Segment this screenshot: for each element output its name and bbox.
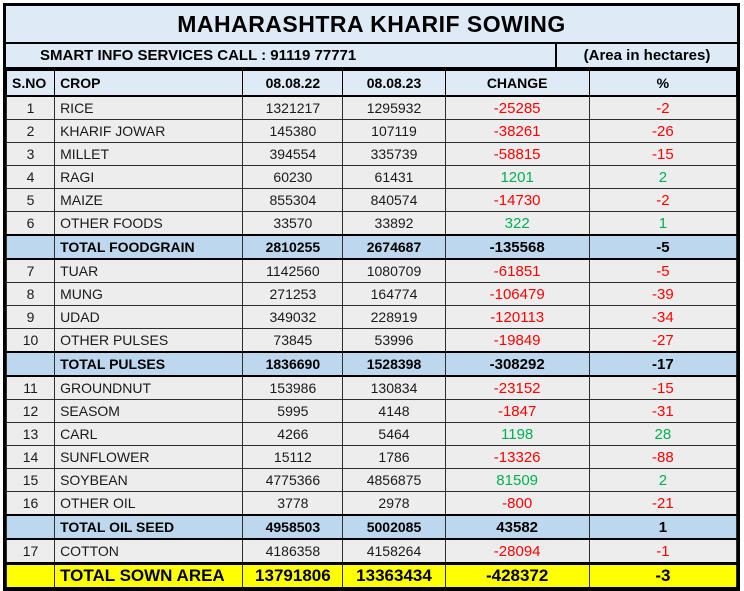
cell-area-2022: 271253 [243, 283, 343, 306]
cell-change: -19849 [445, 329, 589, 353]
cell-area-2023: 1080709 [343, 259, 445, 283]
cell-area-2023: 33892 [343, 212, 445, 236]
cell-crop: MAIZE [55, 189, 243, 212]
cell-change: -38261 [445, 120, 589, 143]
crop-data-table [6, 70, 737, 590]
cell-crop: OTHER FOODS [55, 212, 243, 236]
cell-area-2022: 2810255 [243, 235, 343, 259]
cell-percent: -34 [589, 306, 736, 329]
cell-percent: -17 [589, 352, 736, 376]
cell-area-2023: 4148 [343, 400, 445, 423]
cell-sno: 3 [7, 143, 55, 166]
cell-area-2023: 2674687 [343, 235, 445, 259]
cell-area-2023: 130834 [343, 376, 445, 400]
cell-area-2023: 61431 [343, 166, 445, 189]
cell-crop: SEASOM [55, 400, 243, 423]
cell-change: -106479 [445, 283, 589, 306]
cell-crop: KHARIF JOWAR [55, 120, 243, 143]
cell-area-2022: 1321217 [243, 96, 343, 120]
cell-percent: -21 [589, 492, 736, 516]
sowing-report-table [3, 3, 740, 591]
cell-area-2023: 335739 [343, 143, 445, 166]
table-row [7, 166, 737, 189]
cell-sno: 8 [7, 283, 55, 306]
cell-sno: 13 [7, 423, 55, 446]
cell-percent: 2 [589, 469, 736, 492]
cell-change: -14730 [445, 189, 589, 212]
cell-percent: -3 [589, 564, 736, 589]
cell-crop: MUNG [55, 283, 243, 306]
cell-crop: MILLET [55, 143, 243, 166]
table-row [7, 352, 737, 376]
table-row [7, 376, 737, 400]
cell-area-2023: 228919 [343, 306, 445, 329]
cell-change: -1847 [445, 400, 589, 423]
cell-sno: 9 [7, 306, 55, 329]
cell-crop: TOTAL SOWN AREA [55, 564, 243, 589]
cell-crop: TOTAL OIL SEED [55, 515, 243, 539]
cell-change: 81509 [445, 469, 589, 492]
cell-change: -308292 [445, 352, 589, 376]
cell-change: -25285 [445, 96, 589, 120]
table-row [7, 469, 737, 492]
cell-change: -13326 [445, 446, 589, 469]
cell-percent: -5 [589, 259, 736, 283]
table-row [7, 235, 737, 259]
cell-sno: 6 [7, 212, 55, 236]
cell-area-2022: 394554 [243, 143, 343, 166]
column-header-change: CHANGE [445, 71, 589, 97]
table-row [7, 492, 737, 516]
cell-change: 43582 [445, 515, 589, 539]
cell-sno: 2 [7, 120, 55, 143]
cell-area-2023: 13363434 [343, 564, 445, 589]
cell-sno [7, 564, 55, 589]
cell-change: -135568 [445, 235, 589, 259]
header-row [7, 71, 737, 97]
cell-change: -61851 [445, 259, 589, 283]
cell-percent: -5 [589, 235, 736, 259]
cell-sno: 12 [7, 400, 55, 423]
cell-change: 322 [445, 212, 589, 236]
cell-percent: 28 [589, 423, 736, 446]
column-header-date-2023: 08.08.23 [343, 71, 445, 97]
cell-area-2023: 5464 [343, 423, 445, 446]
cell-area-2022: 855304 [243, 189, 343, 212]
cell-area-2022: 33570 [243, 212, 343, 236]
column-header-percent: % [589, 71, 736, 97]
cell-crop: SUNFLOWER [55, 446, 243, 469]
cell-percent: -39 [589, 283, 736, 306]
table-row [7, 96, 737, 120]
cell-area-2023: 1295932 [343, 96, 445, 120]
cell-area-2022: 73845 [243, 329, 343, 353]
cell-crop: UDAD [55, 306, 243, 329]
cell-area-2022: 4958503 [243, 515, 343, 539]
cell-percent: -88 [589, 446, 736, 469]
cell-change: -120113 [445, 306, 589, 329]
cell-crop: TOTAL PULSES [55, 352, 243, 376]
table-row [7, 306, 737, 329]
cell-crop: RAGI [55, 166, 243, 189]
cell-percent: -1 [589, 539, 736, 564]
table-row [7, 446, 737, 469]
cell-crop: OTHER PULSES [55, 329, 243, 353]
cell-crop: SOYBEAN [55, 469, 243, 492]
cell-area-2022: 349032 [243, 306, 343, 329]
report-title: MAHARASHTRA KHARIF SOWING [6, 6, 737, 44]
cell-area-2022: 4266 [243, 423, 343, 446]
cell-area-2022: 5995 [243, 400, 343, 423]
cell-sno: 17 [7, 539, 55, 564]
cell-area-2022: 60230 [243, 166, 343, 189]
table-row [7, 283, 737, 306]
table-row [7, 539, 737, 564]
cell-sno [7, 352, 55, 376]
cell-percent: -2 [589, 189, 736, 212]
table-row [7, 400, 737, 423]
cell-change: 1201 [445, 166, 589, 189]
area-unit-note: (Area in hectares) [555, 44, 737, 67]
cell-sno: 7 [7, 259, 55, 283]
table-row [7, 189, 737, 212]
cell-crop: TOTAL FOODGRAIN [55, 235, 243, 259]
cell-area-2023: 107119 [343, 120, 445, 143]
cell-sno: 10 [7, 329, 55, 353]
cell-crop: OTHER OIL [55, 492, 243, 516]
table-row [7, 423, 737, 446]
cell-crop: GROUNDNUT [55, 376, 243, 400]
column-header-sno: S.NO [7, 71, 55, 97]
cell-percent: -26 [589, 120, 736, 143]
cell-area-2022: 145380 [243, 120, 343, 143]
cell-sno [7, 235, 55, 259]
cell-change: 1198 [445, 423, 589, 446]
subtitle-row [6, 44, 737, 70]
cell-area-2023: 5002085 [343, 515, 445, 539]
cell-crop: RICE [55, 96, 243, 120]
cell-area-2022: 13791806 [243, 564, 343, 589]
cell-area-2023: 1786 [343, 446, 445, 469]
cell-sno: 11 [7, 376, 55, 400]
table-row [7, 259, 737, 283]
cell-area-2022: 4775366 [243, 469, 343, 492]
cell-change: -428372 [445, 564, 589, 589]
cell-change: -58815 [445, 143, 589, 166]
cell-percent: -15 [589, 376, 736, 400]
cell-crop: TUAR [55, 259, 243, 283]
cell-sno: 15 [7, 469, 55, 492]
cell-crop: COTTON [55, 539, 243, 564]
table-row [7, 564, 737, 589]
cell-area-2022: 3778 [243, 492, 343, 516]
table-row [7, 329, 737, 353]
cell-area-2022: 1836690 [243, 352, 343, 376]
cell-area-2022: 15112 [243, 446, 343, 469]
cell-sno: 5 [7, 189, 55, 212]
cell-crop: CARL [55, 423, 243, 446]
contact-info: SMART INFO SERVICES CALL : 91119 77771 [40, 47, 357, 64]
cell-percent: -27 [589, 329, 736, 353]
cell-percent: 2 [589, 166, 736, 189]
cell-area-2023: 1528398 [343, 352, 445, 376]
table-row [7, 120, 737, 143]
cell-percent: 1 [589, 515, 736, 539]
column-header-crop: CROP [55, 71, 243, 97]
table-row [7, 212, 737, 236]
cell-area-2023: 840574 [343, 189, 445, 212]
table-body [7, 96, 737, 589]
cell-percent: -2 [589, 96, 736, 120]
cell-change: -28094 [445, 539, 589, 564]
cell-sno: 1 [7, 96, 55, 120]
cell-sno: 4 [7, 166, 55, 189]
cell-percent: 1 [589, 212, 736, 236]
column-header-date-2022: 08.08.22 [243, 71, 343, 97]
cell-area-2023: 4158264 [343, 539, 445, 564]
cell-area-2023: 53996 [343, 329, 445, 353]
cell-sno [7, 515, 55, 539]
cell-area-2022: 1142560 [243, 259, 343, 283]
cell-area-2022: 153986 [243, 376, 343, 400]
cell-sno: 14 [7, 446, 55, 469]
cell-area-2023: 4856875 [343, 469, 445, 492]
cell-sno: 16 [7, 492, 55, 516]
cell-percent: -31 [589, 400, 736, 423]
table-row [7, 143, 737, 166]
cell-area-2023: 164774 [343, 283, 445, 306]
cell-area-2022: 4186358 [243, 539, 343, 564]
cell-change: -800 [445, 492, 589, 516]
cell-percent: -15 [589, 143, 736, 166]
table-row [7, 515, 737, 539]
cell-change: -23152 [445, 376, 589, 400]
cell-area-2023: 2978 [343, 492, 445, 516]
